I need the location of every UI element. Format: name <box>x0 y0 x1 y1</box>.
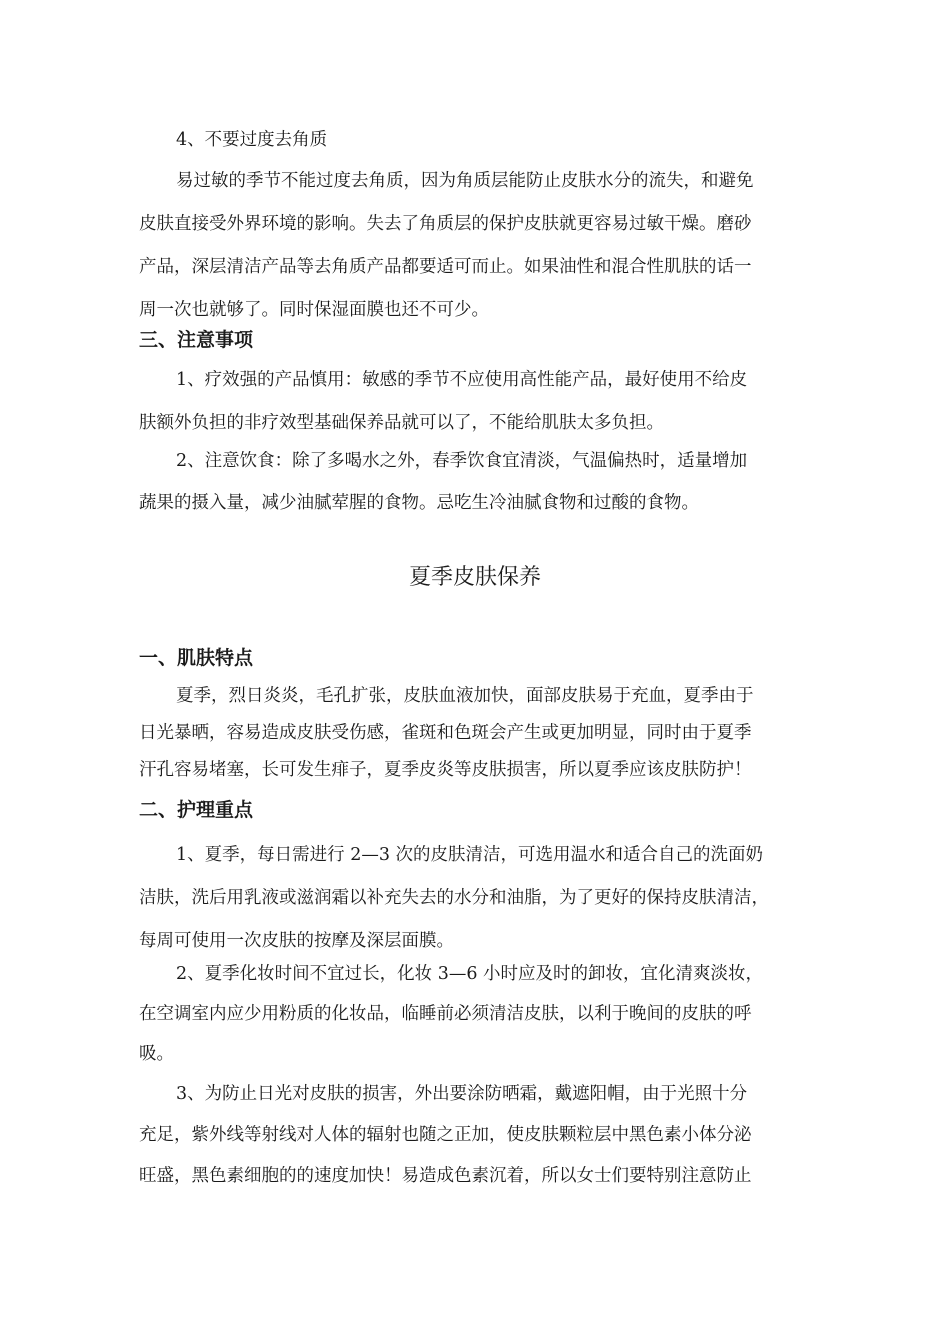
section-heading-1-block <box>139 645 819 671</box>
paragraph-line: 蔬果的摄入量，减少油腻荤腥的食物。忌吃生冷油腻食物和过酸的食物。 <box>139 493 699 513</box>
paragraph-line: 2、夏季化妆时间不宜过长，化妆 3—6 小时应及时的卸妆，宜化清爽淡妆， <box>176 964 764 984</box>
features-paragraph <box>139 684 819 783</box>
section-heading-3-block <box>139 327 819 353</box>
paragraph-line: 洁肤，洗后用乳液或滋润霜以补充失去的水分和油脂，为了更好的保持皮肤清洁， <box>139 888 769 908</box>
section-heading: 三、注意事项 <box>139 329 254 351</box>
paragraph-line: 易过敏的季节不能过度去角质，因为角质层能防止皮肤水分的流失，和避免 <box>176 171 754 191</box>
paragraph-line: 产品，深层清洁产品等去角质产品都要适可而止。如果油性和混合性肌肤的话一 <box>139 257 752 277</box>
paragraph-line: 1、夏季，每日需进行 2—3 次的皮肤清洁，可选用温水和适合自己的洗面奶 <box>176 845 764 865</box>
paragraph-line: 3、为防止日光对皮肤的损害，外出要涂防晒霜，戴遮阳帽，由于光照十分 <box>176 1084 748 1104</box>
section-heading: 一、肌肤特点 <box>139 647 254 669</box>
paragraph-line: 1、疗效强的产品慎用：敏感的季节不应使用高性能产品，最好使用不给皮 <box>176 370 748 390</box>
section-heading-2-block <box>139 797 819 823</box>
paragraph-line: 夏季，烈日炎炎，毛孔扩张，皮肤血液加快，面部皮肤易于充血，夏季由于 <box>176 686 754 706</box>
paragraph-line: 充足，紫外线等射线对人体的辐射也随之正加，使皮肤颗粒层中黑色素小体分泌 <box>139 1125 752 1145</box>
paragraph-line: 周一次也就够了。同时保湿面膜也还不可少。 <box>139 300 489 320</box>
note1-paragraph <box>139 368 819 436</box>
care2-paragraph <box>139 962 819 1067</box>
page-title: 夏季皮肤保养 <box>408 565 541 590</box>
section-heading: 二、护理重点 <box>139 799 254 821</box>
item4-title-block <box>139 128 819 153</box>
paragraph-line: 旺盛，黑色素细胞的的速度加快！易造成色素沉着，所以女士们要特别注意防止 <box>139 1166 752 1186</box>
paragraph-line: 吸。 <box>139 1044 174 1064</box>
paragraph-line: 皮肤直接受外界环境的影响。失去了角质层的保护皮肤就更容易过敏干燥。磨砂 <box>139 214 752 234</box>
note2-paragraph <box>139 449 819 516</box>
care3-paragraph <box>139 1082 819 1189</box>
paragraph-line: 2、注意饮食：除了多喝水之外，春季饮食宜清淡，气温偏热时，适量增加 <box>176 451 748 471</box>
item4-paragraph <box>139 169 819 323</box>
care1-paragraph <box>139 843 819 954</box>
paragraph-line: 日光暴晒，容易造成皮肤受伤感，雀斑和色斑会产生或更加明显，同时由于夏季 <box>139 723 752 743</box>
paragraph-line: 在空调室内应少用粉质的化妆品，临睡前必须清洁皮肤，以利于晚间的皮肤的呼 <box>139 1004 752 1024</box>
item4-title: 4、不要过度去角质 <box>176 130 328 150</box>
paragraph-line: 汗孔容易堵塞，长可发生痱子，夏季皮炎等皮肤损害，所以夏季应该皮肤防护！ <box>139 760 752 780</box>
paragraph-line: 肤额外负担的非疗效型基础保养品就可以了，不能给肌肤太多负担。 <box>139 413 664 433</box>
paragraph-line: 每周可使用一次皮肤的按摩及深层面膜。 <box>139 931 454 951</box>
